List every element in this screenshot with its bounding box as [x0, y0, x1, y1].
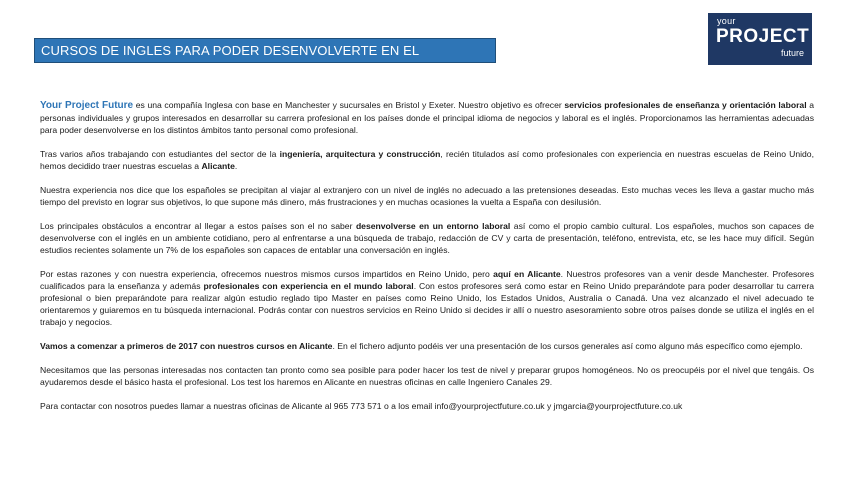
paragraph-contact-info: Para contactar con nosotros puedes llamar a nuestras oficinas de Alicante al 965 773 571 o a los email info@yourprojectfuture.co.uk y jmgarcia@yourprojectfuture.co.uk — [40, 401, 683, 411]
letter-body — [40, 99, 814, 424]
company-logo — [708, 13, 812, 65]
paragraph-start-date: Vamos a comenzar a primeros de 2017 con nuestros cursos en Alicante. En el fichero adjunto podéis ver una presentación de los cursos generales así como alguno más específico como ejemplo. — [40, 341, 803, 351]
logo-project-text: PROJECT — [716, 26, 810, 47]
paragraph-intro: Your Project Future es una compañía Inglesa con base en Manchester y sucursales en Bristol y Exeter. Nuestro objetivo es ofrecer servicios profesionales de enseñanza y orientación laboral a personas individuales y grupos interesados en desarrollar su carrera profesional en los países donde el principal idioma de negocios y laboral es el inglés. Proporcionamos las herramientas adecuadas para poder desenvolverse en los distintos ámbitos tanto personal como profesional. — [40, 100, 815, 135]
paragraph-experience: Nuestra experiencia nos dice que los españoles se precipitan al viajar al extranjero con un nivel de inglés no adecuado a las pretensiones deseadas. Esto muchas veces les lleva a gastar mucho más tiempo del previsto en lograr sus objetivos, lo que supone más dinero, más frustraciones y en muchas ocasiones la vuelta a España con desilusión. — [40, 185, 814, 207]
brand-name: Your Project Future — [40, 100, 134, 111]
paragraph-offer: Por estas razones y con nuestra experiencia, ofrecemos nuestros mismos cursos impartidos en Reino Unido, pero aquí en Alicante. Nuestros profesores van a venir desde Manchester. Profesores cualificados para la enseñanza y además profesionales con experiencia en el mundo laboral. Con estos profesores será como estar en Reino Unido preparándote para poder desarrollar tu carrera profesional o bien preparándote para realizar algún estudio reglado tipo Master en países como Reino Unido, los Estados Unidos, Australia o Canadá. Una vez alcanzado el nivel adecuado te orientaremos y guiaremos en tu búsqueda internacional. Podrás contar con nuestros servicios en Reino Unido si decides ir allí o nuestro asesoramiento sobre otros países donde se utiliza el inglés en el trabajo y negocios. — [40, 269, 814, 327]
paragraph-obstacles: Los principales obstáculos a encontrar al llegar a estos países son el no saber desenvolverse en un entorno laboral así como el propio cambio cultural. Los españoles, muchos son capaces de desenvolverse con el inglés en un ambiente cotidiano, pero al enfrentarse a una búsqueda de trabajo, redacción de CV y carta de presentación, teléfono, entrevista, etc, se les hace muy difícil. Según estudios recientes solamente un 7% de los españoles son capaces de entablar una conversación en inglés. — [40, 221, 814, 255]
logo-future-text: future — [780, 48, 804, 58]
logo-your-text: your — [717, 16, 736, 26]
paragraph-contact-request: Necesitamos que las personas interesadas nos contacten tan pronto como sea posible para poder hacer los test de nivel y preparar grupos homogéneos. No os preocupéis por el nivel que tengáis. Os ayudaremos desde el básico hasta el profesional. Los test los haremos en Alicante en nuestras oficinas en calle Ingeniero Canales 29. — [40, 365, 814, 387]
page-title: CURSOS DE INGLES PARA PODER DESENVOLVERTE EN EL EXTRANJERO — [34, 38, 496, 63]
paragraph-background: Tras varios años trabajando con estudiantes del sector de la ingeniería, arquitectura y construcción, recién titulados así como profesionales con experiencia en nuestras escuelas de Reino Unido, hemos decidido traer nuestras escuelas a Alicante. — [40, 149, 814, 171]
